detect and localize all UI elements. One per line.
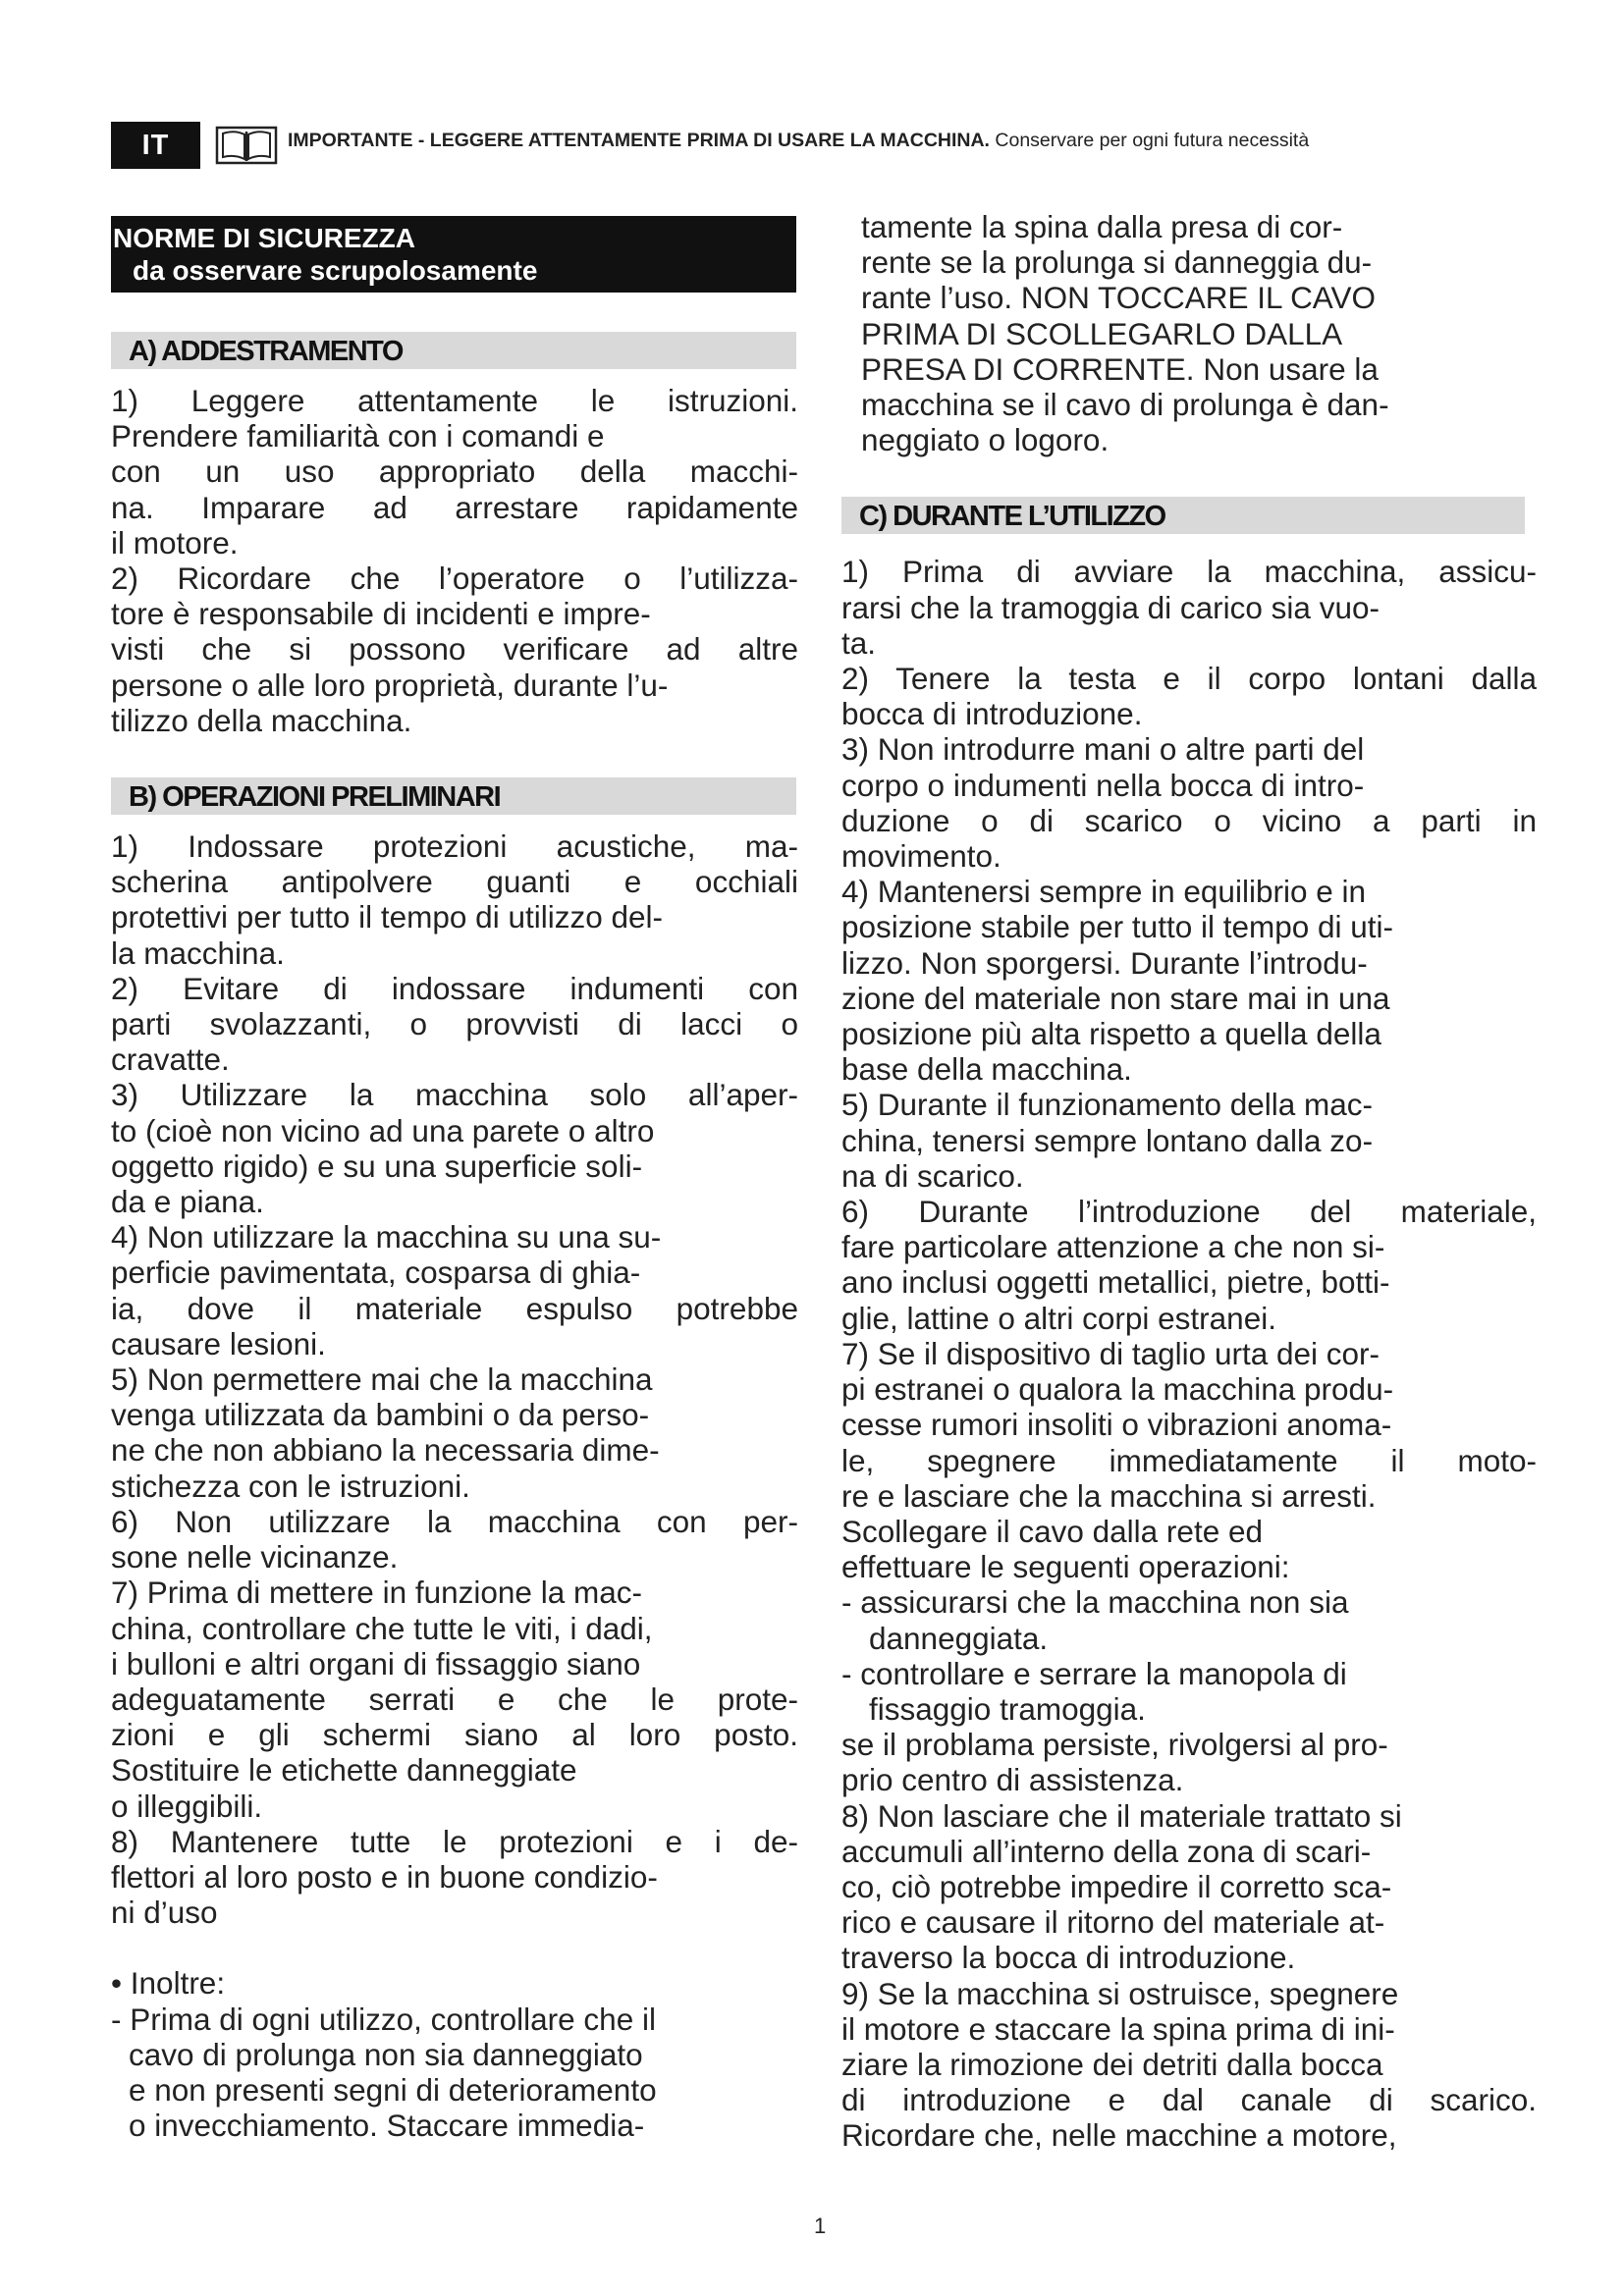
text-line: persone o alle loro proprietà, durante l’u- [111, 667, 669, 703]
text-line: fissaggio tramoggia. [869, 1690, 1146, 1727]
text-line: tore è responsabile di incidenti e impre- [111, 596, 651, 632]
text-line: 2) Evitare di indossare indumenti con [111, 970, 798, 1006]
text-line: sone nelle vicinanze. [111, 1539, 399, 1575]
text-line: cesse rumori insoliti o vibrazioni anoma- [841, 1407, 1392, 1443]
text-line: 5) Durante il funzionamento della mac- [841, 1087, 1374, 1123]
section-b-heading: B) OPERAZIONI PRELIMINARI [111, 777, 796, 815]
text-line: neggiato o logoro. [861, 422, 1110, 458]
text-line: il motore. [111, 524, 239, 561]
text-line: rente se la prolunga si danneggia du- [861, 244, 1373, 281]
text-line: traverso la bocca di introduzione. [841, 1940, 1296, 1976]
text-line: china, tenersi sempre lontano dalla zo- [841, 1122, 1374, 1158]
text-line: rante l’uso. NON TOCCARE IL CAVO [861, 280, 1376, 316]
text-line: o invecchiamento. Staccare immedia- [129, 2108, 645, 2144]
text-line: duzione o di scarico o vicino a parti in [841, 802, 1537, 838]
header-title-strong: IMPORTANTE - LEGGERE ATTENTAMENTE PRIMA DI USARE LA MACCHINA. [288, 130, 990, 151]
text-line: base della macchina. [841, 1051, 1132, 1088]
page-header [111, 122, 1525, 169]
section-b-body [111, 828, 798, 1930]
text-line: il motore e staccare la spina prima di ini- [841, 2010, 1395, 2047]
text-line: 6) Durante l’introduzione del materiale, [841, 1194, 1537, 1230]
text-line: la macchina. [111, 934, 285, 971]
page-number: 1 [814, 2214, 827, 2238]
text-line: 8) Non lasciare che il materiale trattato si [841, 1797, 1402, 1834]
text-line: protettivi per tutto il tempo di utilizzo del- [111, 899, 664, 935]
section-c-heading: C) DURANTE L’UTILIZZO [841, 497, 1525, 534]
text-line: ni d’uso [111, 1895, 218, 1931]
additional-notes [111, 1965, 798, 2143]
text-line: lizzo. Non sporgersi. Durante l’introdu- [841, 944, 1368, 981]
text-line: 3) Utilizzare la macchina solo all’aper- [111, 1077, 798, 1113]
text-line: perficie pavimentata, cosparsa di ghia- [111, 1255, 641, 1291]
right-column [841, 209, 1537, 2154]
text-line: 6) Non utilizzare la macchina con per- [111, 1503, 798, 1539]
text-line: 2) Tenere la testa e il corpo lontani dalla [841, 661, 1537, 697]
text-line: cravatte. [111, 1041, 230, 1078]
text-line: posizione stabile per tutto il tempo di uti- [841, 909, 1394, 945]
text-line: venga utilizzata da bambini o da perso- [111, 1397, 650, 1433]
text-line: adeguatamente serrati e che le prote- [111, 1681, 798, 1717]
text-line: na di scarico. [841, 1157, 1024, 1194]
text-line: visti che si possono verificare ad altre [111, 631, 798, 667]
text-line: e non presenti segni di deterioramento [129, 2071, 657, 2108]
text-line: parti svolazzanti, o provvisti di lacci o [111, 1006, 798, 1042]
text-line: le, spegnere immediatamente il moto- [841, 1442, 1537, 1478]
text-line: ne che non abbiano la necessaria dime- [111, 1432, 660, 1468]
text-line: zione del materiale non stare mai in una [841, 980, 1390, 1016]
text-line: ta. [841, 624, 877, 661]
text-line: china, controllare che tutte le viti, i dadi, [111, 1610, 653, 1646]
text-line: - Prima di ogni utilizzo, controllare che il [111, 2001, 656, 2037]
text-line: 9) Se la macchina si ostruisce, spegnere [841, 1975, 1399, 2011]
header-instruction [288, 130, 1309, 152]
text-line: cavo di prolunga non sia danneggiato [129, 2036, 643, 2072]
text-line: - assicurarsi che la macchina non sia [841, 1584, 1349, 1621]
text-line: - controllare e serrare la manopola di [841, 1655, 1347, 1691]
left-column [111, 216, 798, 2143]
text-line: scherina antipolvere guanti e occhiali [111, 864, 798, 900]
text-line: 2) Ricordare che l’operatore o l’utilizza- [111, 561, 798, 597]
text-line: di introduzione e dal canale di scarico. [841, 2082, 1537, 2118]
section-a-heading: A) ADDESTRAMENTO [111, 332, 796, 369]
text-line: tamente la spina dalla presa di cor- [861, 209, 1343, 244]
text-line: 4) Mantenersi sempre in equilibrio e in [841, 874, 1367, 910]
text-line: corpo o indumenti nella bocca di intro- [841, 767, 1365, 803]
text-line: prio centro di assistenza. [841, 1762, 1184, 1798]
text-line: stichezza con le istruzioni. [111, 1468, 470, 1504]
text-line: con un uso appropriato della macchi- [111, 454, 798, 490]
text-line: 7) Se il dispositivo di taglio urta dei cor- [841, 1335, 1380, 1371]
text-line: macchina se il cavo di prolunga è dan- [861, 387, 1389, 423]
text-line: Sostituire le etichette danneggiate [111, 1752, 577, 1789]
text-line: 1) Prima di avviare la macchina, assicu- [841, 554, 1537, 590]
text-line: co, ciò potrebbe impedire il corretto sca- [841, 1868, 1392, 1904]
text-line: 8) Mantenere tutte le protezioni e i de- [111, 1823, 798, 1859]
safety-rules-box [111, 216, 796, 293]
text-line: PRIMA DI SCOLLEGARLO DALLA [861, 315, 1343, 351]
book-icon [215, 126, 278, 165]
safety-subtitle: da osservare scrupolosamente [133, 255, 538, 286]
text-line: ziare la rimozione dei detriti dalla bocca [841, 2046, 1383, 2082]
text-line: re e lasciare che la macchina si arresti. [841, 1477, 1377, 1514]
text-line: zioni e gli schermi siano al loro posto. [111, 1717, 798, 1753]
text-line: ia, dove il materiale espulso potrebbe [111, 1290, 798, 1326]
extension-cable-notes [841, 209, 1537, 457]
text-line: bocca di introduzione. [841, 696, 1143, 732]
text-line: Prendere familiarità con i comandi e [111, 418, 605, 454]
text-line: Scollegare il cavo dalla rete ed [841, 1513, 1264, 1549]
text-line: PRESA DI CORRENTE. Non usare la [861, 350, 1379, 387]
language-badge: IT [111, 122, 200, 169]
safety-title: NORME DI SICUREZZA [113, 223, 415, 253]
section-a-body [111, 383, 798, 738]
text-line: flettori al loro posto e in buone condizio- [111, 1858, 658, 1895]
text-line: na. Imparare ad arrestare rapidamente [111, 489, 798, 525]
text-line: o illeggibili. [111, 1788, 263, 1824]
text-line: tilizzo della macchina. [111, 702, 412, 738]
text-line: da e piana. [111, 1184, 264, 1220]
text-line: 5) Non permettere mai che la macchina [111, 1362, 653, 1398]
text-line: rico e causare il ritorno del materiale at- [841, 1904, 1385, 1941]
header-title-rest: Conservare per ogni futura necessità [989, 130, 1310, 151]
text-line: 1) Leggere attentamente le istruzioni. [111, 383, 798, 418]
text-line: movimento. [841, 838, 1001, 875]
text-line: • Inoltre: [111, 1965, 226, 2002]
text-line: 1) Indossare protezioni acustiche, ma- [111, 828, 798, 865]
text-line: fare particolare attenzione a che non si- [841, 1229, 1385, 1265]
text-line: oggetto rigido) e su una superficie soli- [111, 1148, 643, 1184]
text-line: posizione più alta rispetto a quella della [841, 1016, 1381, 1052]
text-line: rarsi che la tramoggia di carico sia vuo- [841, 589, 1380, 625]
text-line: causare lesioni. [111, 1325, 326, 1362]
text-line: ano inclusi oggetti metallici, pietre, botti- [841, 1264, 1390, 1301]
text-line: glie, lattine o altri corpi estranei. [841, 1300, 1276, 1336]
text-line: danneggiata. [869, 1620, 1049, 1656]
text-line: effettuare le seguenti operazioni: [841, 1549, 1290, 1585]
text-line: accumuli all’interno della zona di scari- [841, 1833, 1372, 1869]
text-line: 4) Non utilizzare la macchina su una su- [111, 1219, 662, 1255]
text-line: to (cioè non vicino ad una parete o altro [111, 1112, 655, 1148]
text-line: 3) Non introdurre mani o altre parti del [841, 731, 1365, 768]
text-line: 7) Prima di mettere in funzione la mac- [111, 1575, 642, 1611]
text-line: i bulloni e altri organi di fissaggio siano [111, 1645, 641, 1682]
text-line: se il problama persiste, rivolgersi al pro- [841, 1727, 1388, 1763]
text-line: Ricordare che, nelle macchine a motore, [841, 2117, 1397, 2154]
text-line: pi estranei o qualora la macchina produ- [841, 1371, 1394, 1408]
section-c-body [841, 554, 1537, 2153]
